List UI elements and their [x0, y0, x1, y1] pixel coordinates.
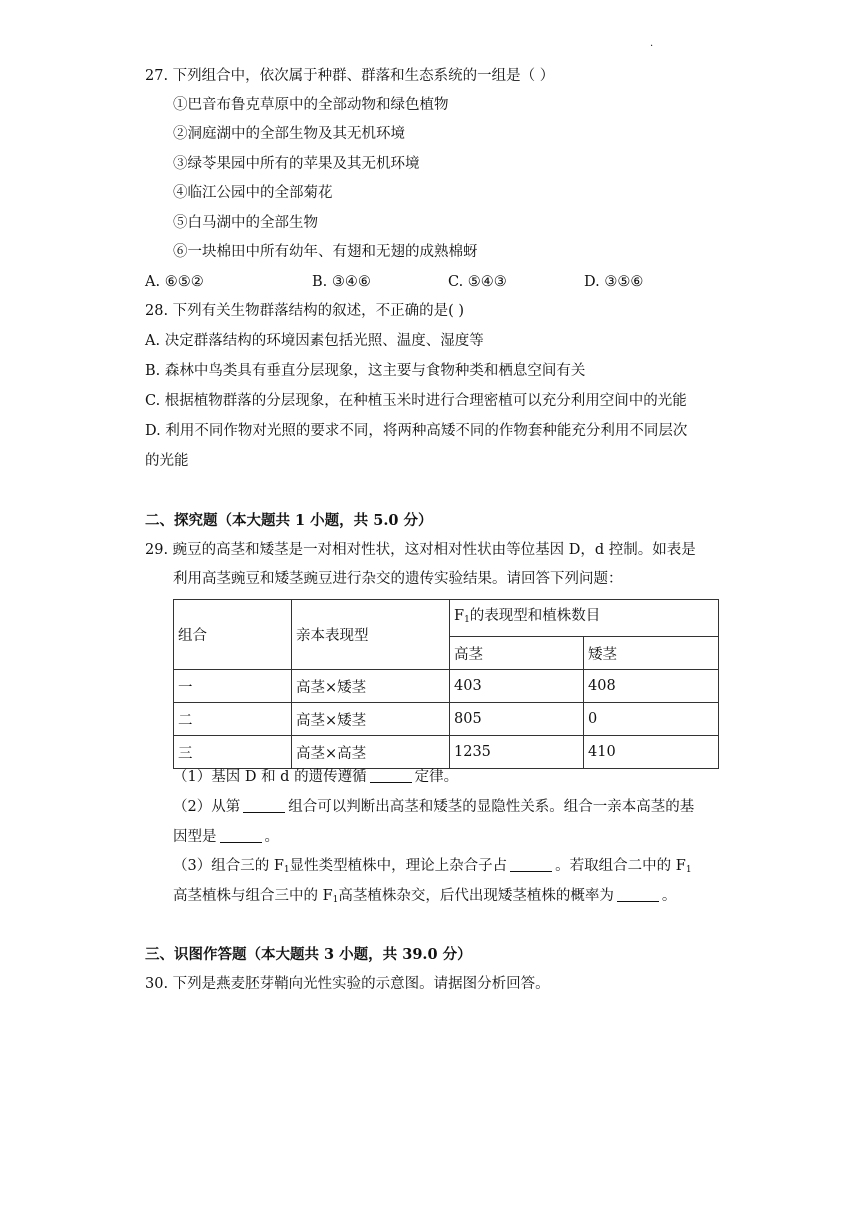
cell-dwarf: 408 — [584, 670, 719, 703]
q27-option-d: D. ③⑤⑥ — [584, 274, 644, 290]
genetics-table — [173, 599, 719, 769]
header-group: 组合 — [174, 600, 292, 670]
header-parent: 亲本表现型 — [292, 600, 450, 670]
q27-option-c: C. ⑤④③ — [448, 274, 507, 290]
q28-option-b: B. 森林中鸟类具有垂直分层现象，这主要与食物种类和栖息空间有关 — [145, 363, 586, 379]
page-mark: . — [650, 38, 654, 49]
cell-tall: 1235 — [450, 736, 584, 769]
section-2-title: 二、探究题（本大题共 1 小题，共 5.0 分） — [145, 512, 433, 529]
cell-group: 三 — [174, 736, 292, 769]
q29-sub1: （1）基因 D 和 d 的遗传遵循 定律。 — [173, 769, 459, 785]
q27-option-b: B. ③④⑥ — [312, 274, 371, 290]
cell-tall: 805 — [450, 703, 584, 736]
cell-group: 二 — [174, 703, 292, 736]
table-row — [174, 736, 719, 769]
q28-option-d-cont: 的光能 — [145, 453, 189, 469]
q27-item-2: ②洞庭湖中的全部生物及其无机环境 — [173, 126, 405, 142]
cell-parent: 高茎×矮茎 — [292, 703, 450, 736]
cell-tall: 403 — [450, 670, 584, 703]
answer-blank[interactable] — [510, 857, 552, 872]
cell-parent: 高茎×矮茎 — [292, 670, 450, 703]
q27-item-1: ①巴音布鲁克草原中的全部动物和绿色植物 — [173, 97, 449, 113]
table-header-row — [174, 600, 719, 637]
q27-item-4: ④临江公园中的全部菊花 — [173, 185, 333, 201]
header-tall: 高茎 — [450, 637, 584, 670]
q28-option-d: D. 利用不同作物对光照的要求不同，将两种高矮不同的作物套种能充分利用不同层次 — [145, 423, 688, 439]
q29-stem-line1: 29. 豌豆的高茎和矮茎是一对相对性状，这对相对性状由等位基因 D，d 控制。如表是 — [145, 542, 696, 558]
q29-sub2: （2）从第 组合可以判断出高茎和矮茎的显隐性关系。组合一亲本高茎的基 — [173, 799, 695, 815]
q28-option-a: A. 决定群落结构的环境因素包括光照、温度、湿度等 — [145, 333, 484, 349]
q27-item-6: ⑥一块棉田中所有幼年、有翅和无翅的成熟棉蚜 — [173, 244, 478, 260]
q27-stem: 27. 下列组合中，依次属于种群、群落和生态系统的一组是（ ） — [145, 68, 555, 84]
q27-item-3: ③绿苓果园中所有的苹果及其无机环境 — [173, 156, 420, 172]
q29-sub3: （3）组合三的 $F_1$显性类型植株中，理论上杂合子占 。若取组合二中的 $F_1$ — [173, 858, 692, 875]
q29-sub2-cont: 因型是 。 — [173, 829, 279, 845]
header-f1: $F_1$的表现型和植株数目 — [450, 600, 719, 637]
cell-dwarf: 0 — [584, 703, 719, 736]
q29-sub3-cont: 高茎植株与组合三中的 $F_1$高茎植株杂交，后代出现矮茎植株的概率为 。 — [173, 888, 677, 905]
q29-stem-line2: 利用高茎豌豆和矮茎豌豆进行杂交的遗传实验结果。请回答下列问题： — [173, 571, 623, 587]
answer-blank[interactable] — [220, 828, 262, 843]
cell-dwarf: 410 — [584, 736, 719, 769]
q27-option-a: A. ⑥⑤② — [145, 274, 204, 290]
answer-blank[interactable] — [617, 887, 659, 902]
answer-blank[interactable] — [243, 798, 285, 813]
section-3-title: 三、识图作答题（本大题共 3 小题，共 39.0 分） — [145, 946, 472, 963]
cell-parent: 高茎×高茎 — [292, 736, 450, 769]
cell-group: 一 — [174, 670, 292, 703]
q28-option-c: C. 根据植物群落的分层现象，在种植玉米时进行合理密植可以充分利用空间中的光能 — [145, 393, 687, 409]
q28-stem: 28. 下列有关生物群落结构的叙述，不正确的是( ) — [145, 303, 465, 319]
answer-blank[interactable] — [370, 768, 412, 783]
q30-stem: 30. 下列是燕麦胚芽鞘向光性实验的示意图。请据图分析回答。 — [145, 976, 550, 992]
header-dwarf: 矮茎 — [584, 637, 719, 670]
q27-item-5: ⑤白马湖中的全部生物 — [173, 215, 318, 231]
table-row — [174, 670, 719, 703]
table-row — [174, 703, 719, 736]
